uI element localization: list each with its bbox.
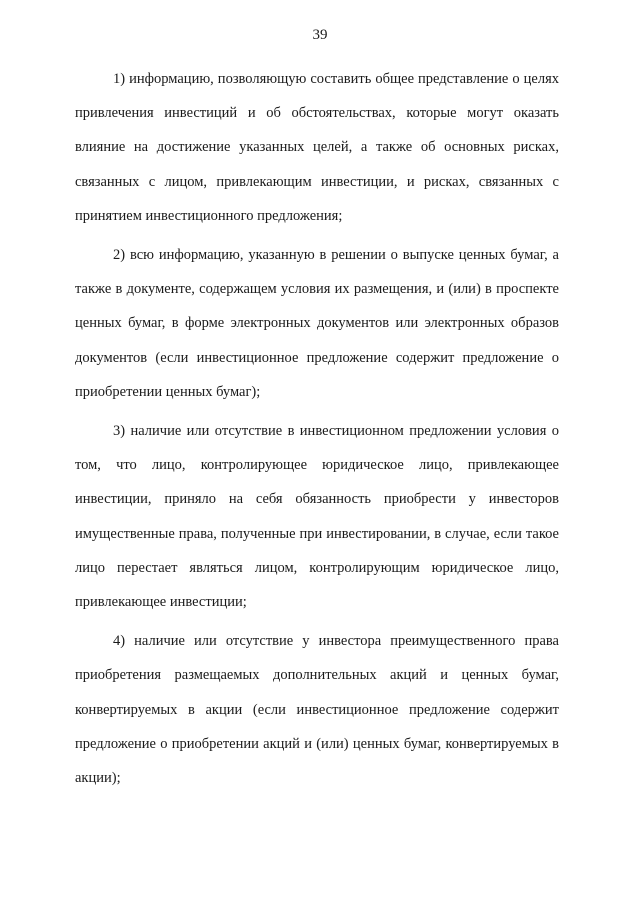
list-item-2: 2) всю информацию, указанную в решении о выпуске ценных бумаг, а также в документе, содержащем условия их размещения, и (или) в проспекте ценных бумаг, в форме электронных документов или электронных образов документов (если инвестиционное предложение содержит предложение о приобретении ценных бумаг);: [75, 247, 559, 400]
list-item-1: 1) информацию, позволяющую составить общее представление о целях привлечения инвестиций и об обстоятельствах, которые могут оказать влияние на достижение указанных целей, а также об основных рисках, связанных с лицом, привлекающим инвестиции, и рисках, связанных с принятием инвестиционного предложения;: [75, 71, 559, 224]
document-body: [75, 62, 559, 800]
list-item-4: 4) наличие или отсутствие у инвестора преимущественного права приобретения размещаемых дополнительных акций и ценных бумаг, конвертируемых в акции (если инвестиционное предложение содержит предложение о приобретении акций и (или) ценных бумаг, конвертируемых в акции);: [75, 633, 559, 787]
list-item-3: 3) наличие или отсутствие в инвестиционном предложении условия о том, что лицо, контролирующее юридическое лицо, привлекающее инвестиции, приняло на себя обязанность приобрести у инвесторов имущественные права, полученные при инвестировании, в случае, если такое лицо перестает являться лицом, контролирующим юридическое лицо, привлекающее инвестиции;: [75, 423, 559, 611]
page-number: 39: [312, 27, 328, 43]
